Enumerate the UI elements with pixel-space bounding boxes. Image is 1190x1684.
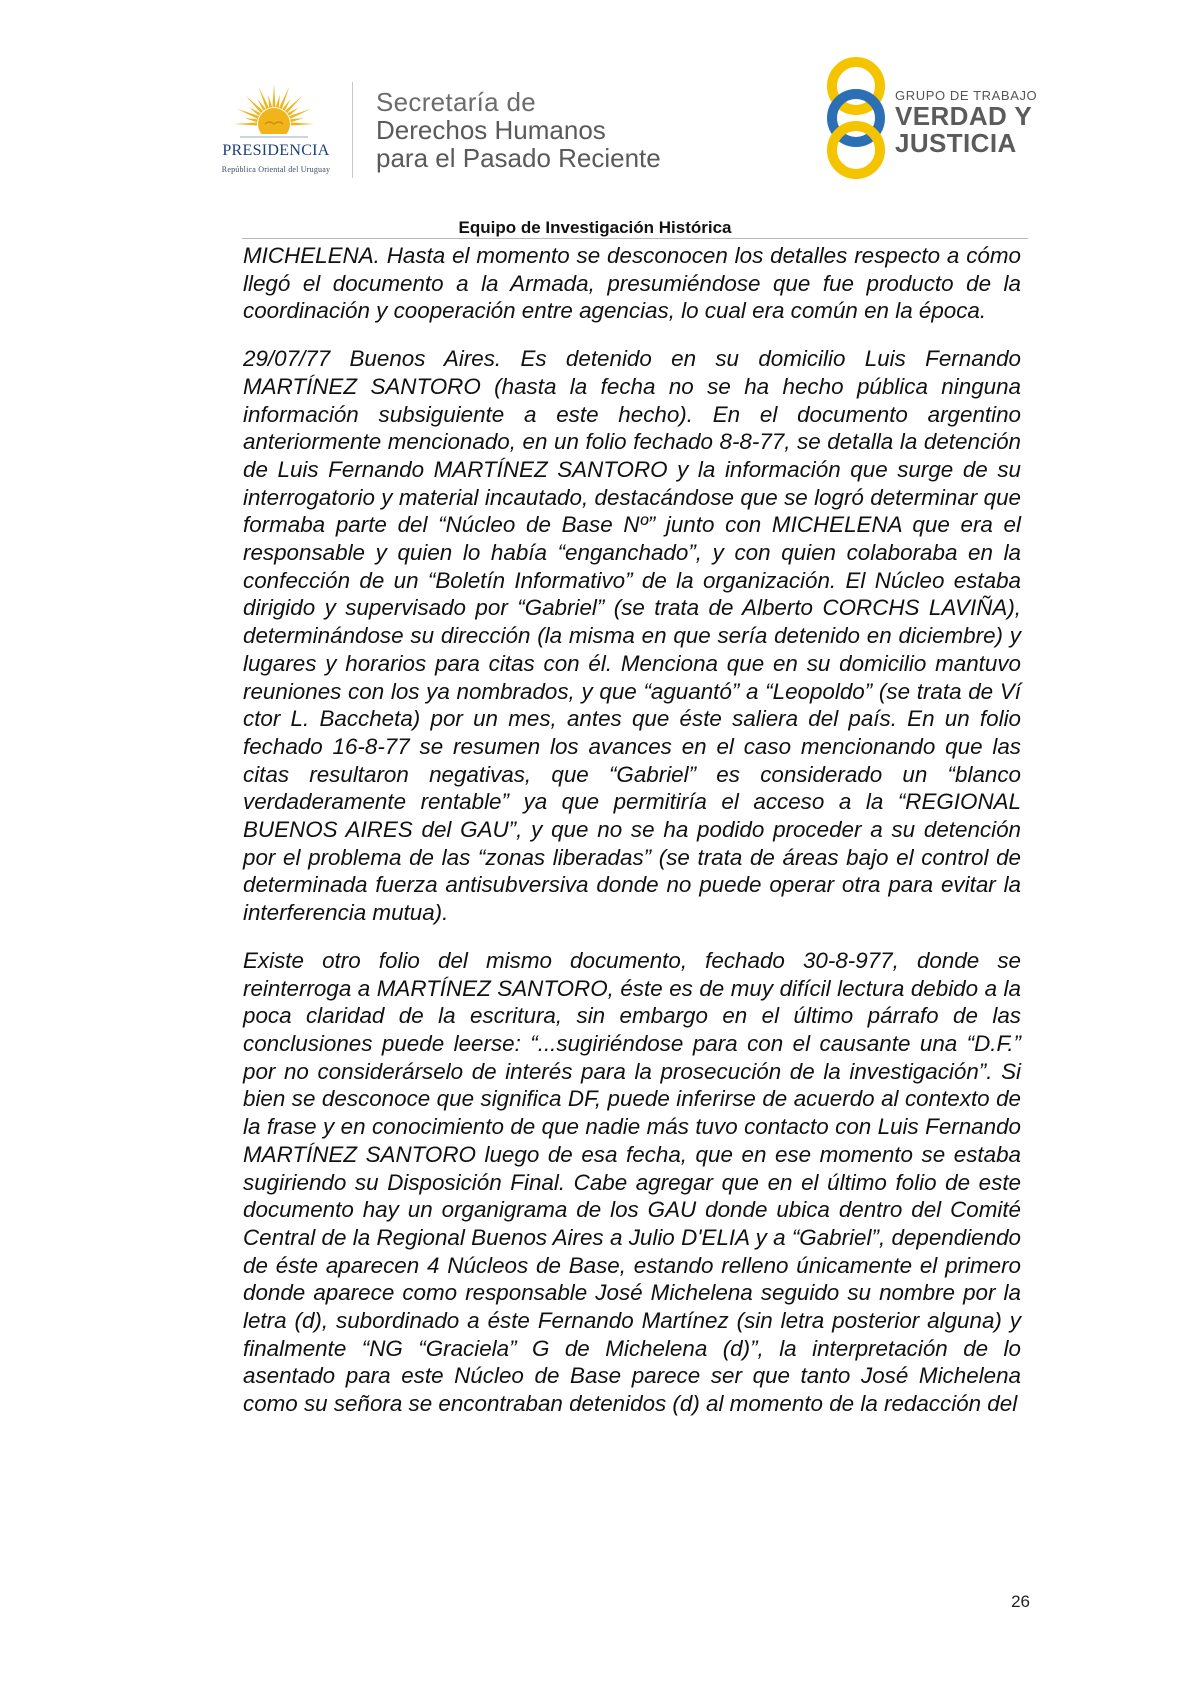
secretaria-line1: Secretaría de (376, 87, 536, 117)
team-title: Equipo de Investigación Histórica (458, 218, 732, 237)
sun-ray (237, 109, 259, 119)
sun-ray (272, 84, 275, 107)
paragraph: 29/07/77 Buenos Aires. Es detenido en su domicilio Luis Fernando MARTÍNEZ SANTORO (hasta la fecha no se ha hecho pública ninguna información subsiguiente a este hecho). En el documento argentino anteriormente mencionado, en un folio fechado 8-8-77, se detalla la detención de Luis Fernando MARTÍNEZ SANTORO y la información que surge de su interrogatorio y material incautado, destacándose que se logró determinar que formaba parte del “Núcleo de Base Nº” junto con MICHELENA que era el responsable y quien lo había “enganchado”, y con quien colaboraba en la confección de un “Boletín Informativo” de la organización. El Núcleo estaba dirigido y supervisado por “Gabriel” (se trata de Alberto CORCHS LAVIÑA), determinándose su dirección (la misma en que sería detenido en diciembre) y lugares y horarios para citas con él. Menciona que en su domicilio mantuvo reuniones con los ya nombrados, y que “aguantó” a “Leopoldo” (se trata de Ví ctor L. Baccheta) por un mes, antes que éste saliera del país. En un folio fechado 16-8-77 se resumen los avances en el caso mencionando que las citas resultaron negativas, que “Gabriel” es considerado un “blanco verdaderamente rentable” ya que permitiría el acceso a la “REGIONAL BUENOS AIRES del GAU”, y que no se ha podido proceder a su detención por el problema de las “zonas liberadas” (se trata de áreas bajo el control de determinada fuerza antisubversiva donde no puede operar otra para evitar la interferencia mutua). (243, 346, 1021, 926)
gtvj-top-line: GRUPO DE TRABAJO (895, 88, 1038, 103)
presidencia-subtitle: República Oriental del Uruguay (221, 165, 331, 174)
sun-ray (245, 118, 258, 122)
sun-ray (276, 95, 280, 108)
sun-ray (289, 109, 311, 119)
presidencia-wordmark: PRESIDENCIA (222, 142, 330, 159)
gtvj-line2: JUSTICIA (895, 128, 1017, 158)
verdad-justicia-wordmark (895, 88, 1055, 157)
secretaria-line2: Derechos Humanos (376, 115, 606, 145)
sun-ray (279, 87, 289, 109)
sun-ray (268, 95, 272, 108)
presidencia-logo (196, 78, 356, 180)
header-rule (242, 238, 1028, 239)
logo-divider (352, 82, 353, 178)
gtvj-line1: VERDAD Y (895, 101, 1033, 131)
paragraph: MICHELENA. Hasta el momento se desconocen los detalles respecto a cómo llegó el documento a la Armada, presumiéndose que fue producto de la coordinación y cooperación entre agencias, lo cual era común en la época. (243, 243, 1021, 324)
sun-ray (234, 122, 257, 125)
sun-ray (291, 122, 314, 125)
sun-ray (290, 118, 303, 122)
sun-ray (259, 87, 269, 109)
sun-emblem-icon (234, 78, 314, 144)
document-body (243, 242, 1021, 1438)
verdad-justicia-rings-icon (822, 56, 890, 180)
page-number: 26 (1011, 1592, 1030, 1611)
secretaria-line3: para el Pasado Reciente (376, 143, 661, 173)
paragraph: Existe otro folio del mismo documento, fechado 30-8-977, donde se reinterroga a MARTÍNEZ SANTORO, éste es de muy difícil lectura debido a la poca claridad de la escritura, sin embargo en el último párrafo de las conclusiones puede leerse: “...sugiriéndose para con el causante una “D.F.” por no considerárselo de interés para la prosecución de la investigación”. Si bien se desconoce que significa DF, puede inferirse de acuerdo al contexto de la frase y en conocimiento de que nadie más tuvo contacto con Luis Fernando MARTÍNEZ SANTORO luego de esa fecha, que en ese momento se estaba sugiriendo su Disposición Final. Cabe agregar que en el último folio de este documento hay un organigrama de los GAU donde ubica dentro del Comité Central de la Regional Buenos Aires a Julio D'ELIA y a “Gabriel”, dependiendo de éste aparecen 4 Núcleos de Base, estando relleno únicamente el primero donde aparece como responsable José Michelena seguido su nombre por la letra (d), subordinado a éste Fernando Martínez (sin letra posterior alguna) y finalmente “NG “Graciela” G de Michelena (d)”, la interpretación de lo asentado para este Núcleo de Base parece ser que tanto José Michelena como su señora se encontraban detenidos (d) al momento de la redacción del (243, 947, 1021, 1417)
secretaria-logo-text (376, 88, 736, 172)
